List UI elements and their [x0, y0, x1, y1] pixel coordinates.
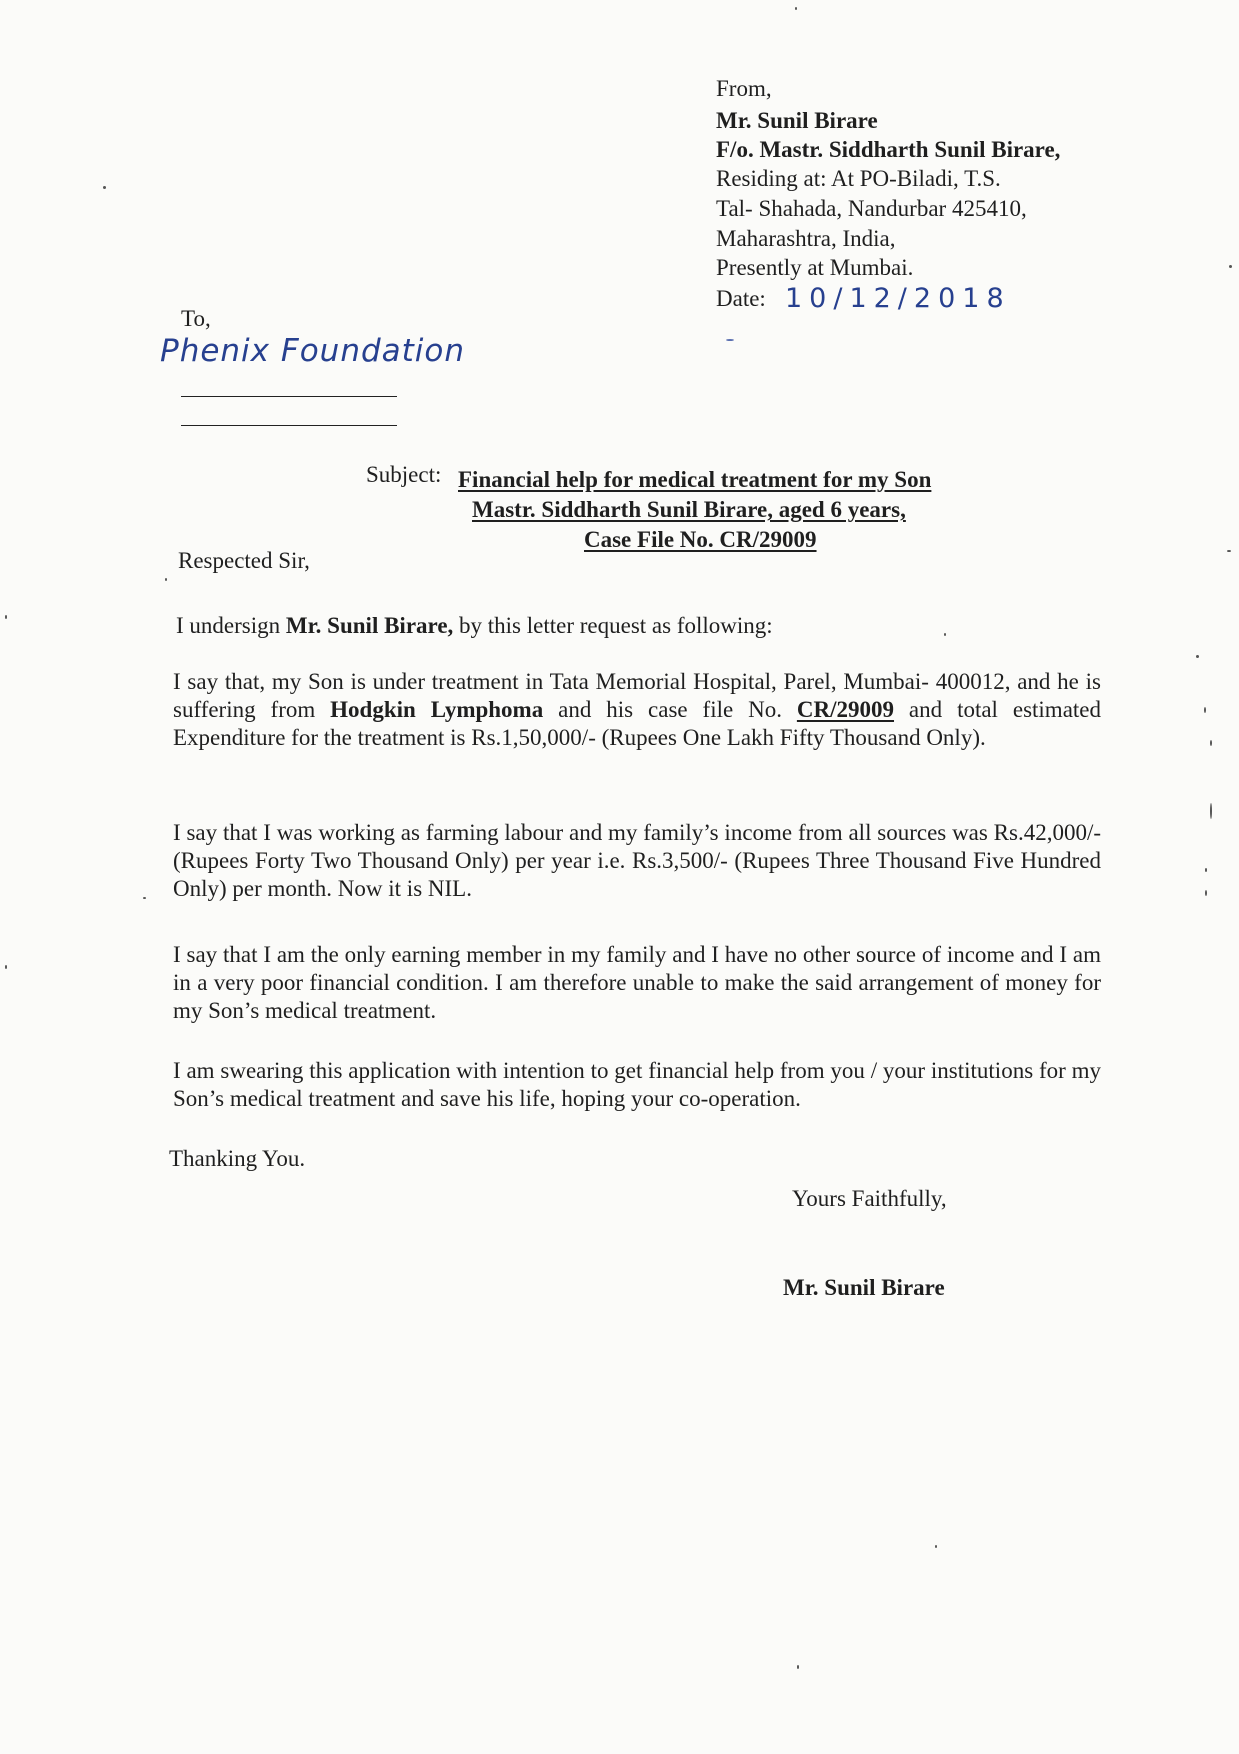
- subject-line-1: Financial help for medical treatment for my Son: [458, 467, 932, 492]
- signature-name: Mr. Sunil Birare: [783, 1275, 945, 1300]
- scan-speck: [1210, 740, 1212, 746]
- paragraph-2: [173, 819, 1101, 903]
- date-label: Date:: [716, 286, 766, 311]
- from-label: From,: [716, 76, 772, 101]
- subject-line-3: Case File No. CR/29009: [584, 527, 817, 552]
- thanks-line: Thanking You.: [169, 1146, 306, 1171]
- scan-speck: [1205, 868, 1207, 872]
- sender-relation: F/o. Mastr. Siddharth Sunil Birare,: [716, 137, 1061, 162]
- scan-speck: [1229, 265, 1232, 268]
- handwritten-recipient: Phenix Foundation: [160, 333, 466, 369]
- scan-speck: [1204, 707, 1206, 713]
- scan-speck: [143, 897, 146, 899]
- scan-speck: [1227, 550, 1231, 552]
- intro-name: Mr. Sunil Birare,: [285, 613, 454, 638]
- para2-text: I say that I was working as farming labour and my family’s income from all sources was Rs.42,000/- (Rupees Forty Two Thousand Only) per year i.e. Rs.3,500/- (Rupees Three Thousand Five Hundred Only) per month. Now it is NIL.: [173, 820, 1101, 901]
- scan-speck: [1196, 655, 1199, 658]
- intro-line: [176, 611, 773, 640]
- scan-speck: [1210, 803, 1212, 819]
- subject-line-2: Mastr. Siddharth Sunil Birare, aged 6 years,: [472, 497, 906, 522]
- intro-after: by this letter request as following:: [453, 613, 773, 638]
- scan-speck: [1205, 890, 1207, 896]
- paragraph-3: [173, 941, 1101, 1025]
- para4-text: I am swearing this application with intention to get financial help from you / your institutions for my Son’s medical treatment and save his life, hoping your co-operation.: [173, 1058, 1101, 1111]
- para1-text-c: and total estimated Expenditure for the treatment is Rs.1,50,000/- (Rupees One Lakh Fifty Thousand Only).: [173, 697, 1101, 750]
- disease-name: Hodgkin Lymphoma: [330, 697, 544, 722]
- paragraph-1: [173, 668, 1101, 752]
- salutation: Respected Sir,: [178, 548, 310, 573]
- sender-name: Mr. Sunil Birare: [716, 108, 878, 133]
- scan-speck: [935, 1545, 937, 1548]
- scan-speck: [5, 965, 7, 969]
- scan-speck: [103, 186, 106, 189]
- closing-line: Yours Faithfully,: [792, 1186, 947, 1211]
- address-line-1: Residing at: At PO-Biladi, T.S.: [716, 166, 1001, 191]
- subject-label: Subject:: [366, 462, 442, 487]
- address-line-3: Maharashtra, India,: [716, 226, 896, 251]
- scan-speck: [795, 7, 797, 10]
- address-line-2: Tal- Shahada, Nandurbar 425410,: [716, 196, 1027, 221]
- paragraph-4: [173, 1057, 1101, 1113]
- para3-text: I say that I am the only earning member in my family and I have no other source of income and I am in a very poor financial condition. I am therefore unable to make the said arrangement of money for my Son’s medical treatment.: [173, 942, 1101, 1023]
- case-number: CR/29009: [796, 697, 895, 722]
- address-blank-line-1: [181, 396, 397, 397]
- scan-speck: [726, 339, 734, 341]
- intro-before: I undersign: [176, 613, 286, 638]
- para1-text-a: I say that, my Son is under treatment in Tata Memorial Hospital, Parel, Mumbai- 400012, and he is suffering from: [173, 669, 1101, 722]
- address-line-4: Presently at Mumbai.: [716, 255, 914, 280]
- to-label: To,: [181, 306, 211, 331]
- scan-speck: [5, 615, 7, 619]
- address-blank-line-2: [181, 425, 397, 426]
- scan-speck: [165, 578, 167, 581]
- scan-speck: [944, 633, 946, 636]
- scan-speck: [797, 1665, 799, 1669]
- para1-text-b: and his case file No.: [543, 697, 797, 722]
- handwritten-date: 10/12/2018: [785, 283, 1011, 314]
